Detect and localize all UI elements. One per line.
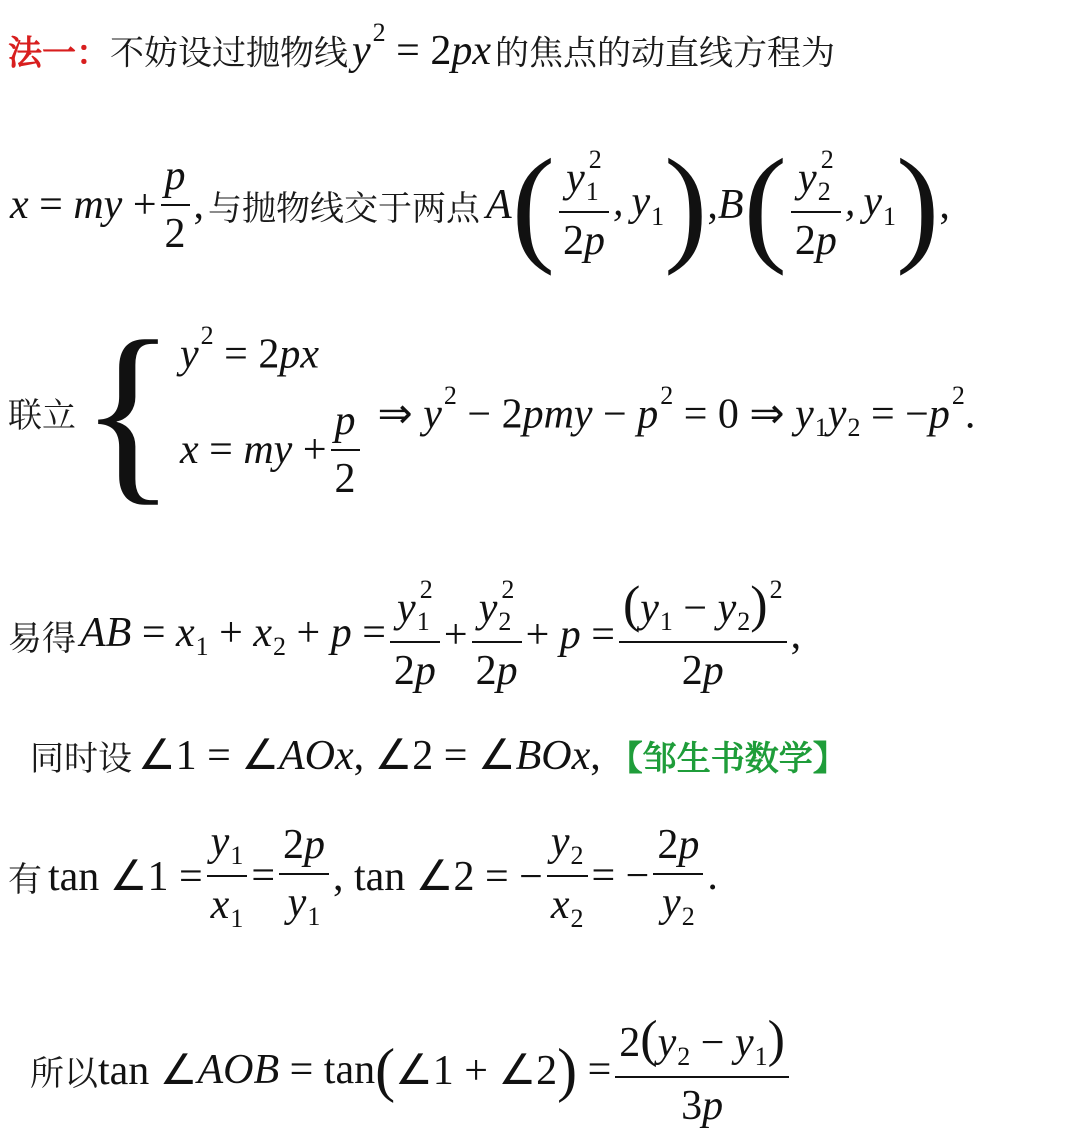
line-2: x = my + $\frac{p}{2}$ , 与抛物线交于两点 A ( $\frac{y_1^2}{2p}$ , $y_1$ ) , B ( $\frac{y_2^2}{2p}$ , $y_1$ ) , [10,133,950,277]
equation-system [180,321,364,502]
line-3 [8,301,976,522]
frac-2p-y1: $\frac{2p}{y_1}$ [279,821,329,932]
point-a-label: A [486,182,512,228]
method-label: 法一： [8,33,110,74]
line-5 [30,730,847,780]
line-6: 有 tan ∠1 = $\frac{y_1}{x_1}$ = $\frac{2p}{y_1}$ , tan ∠2 = − $\frac{y_2}{x_2}$ = − $\frac{2p}{y_2}$ . [8,819,718,934]
line1-text-a: 不妨设过抛物线 [110,33,348,74]
frac-2p-y2: $\frac{2p}{y_2}$ [653,821,703,932]
quadratic-result: ⇒ $y^2 - 2pmy - p^2 = 0$ ⇒ $y_1y_2 = -p^2$. [377,380,976,443]
frac-y1-x1: $\frac{y_1}{x_1}$ [207,818,248,934]
frac-diff-sq-2p: $\frac{(y_1 - y_2)^2}{2p}$ [619,575,787,695]
frac-tan-result: $\frac{2(y_2 - y_1)}{3p}$ [615,1010,789,1130]
line-7: 所以 tan ∠ AOB = tan ( ∠1 + ∠2 ) = $\frac{2(y_2 - y_1)}{3p}$ [30,1010,793,1130]
frac-y2-x2: $\frac{y_2}{x_2}$ [547,818,588,934]
angle-defs: ∠1 = ∠AOx, ∠2 = ∠BOx, [138,733,601,779]
frac-y1sq-2p: $\frac{y_1^2}{2p}$ [390,575,440,695]
point-b-label: B [717,182,744,228]
line-equation: x = my + [10,182,157,228]
line-4: 易得 AB = $x_1 + x_2 + p$ = $\frac{y_1^2}{2p}$ + $\frac{y_2^2}{2p}$ + p = $\frac{(y_1 - y_2)^2}{2p}$ , [8,575,802,695]
line3-text: 联立 [8,395,76,436]
line6-text: 有 [8,859,42,900]
system-eq-1: $y^2 = 2px$ [180,321,319,378]
system-eq-2: x = my + $\frac{p}{2}$ [180,397,364,503]
parabola-eq: $y^2 = 2px$ [352,18,491,75]
line2-text: 与抛物线交于两点 [208,188,481,229]
line-1 [8,18,835,75]
frac-y2sq-2p: $\frac{y_2^2}{2p}$ [472,575,522,695]
line4-text: 易得 [8,618,76,659]
point-a-x: $\frac{y_1^2}{2p}$ [559,145,609,265]
brand-watermark: 【邹生书数学】 [608,738,847,779]
point-b-x: $\frac{y_2^2}{2p}$ [791,145,841,265]
line1-text-b: 的焦点的动直线方程为 [495,33,835,74]
frac-p-2: $\frac{p}{2}$ [161,152,190,258]
line5-text: 同时设 [30,738,132,779]
system-brace: { [80,301,176,522]
line7-text: 所以 [30,1053,98,1094]
